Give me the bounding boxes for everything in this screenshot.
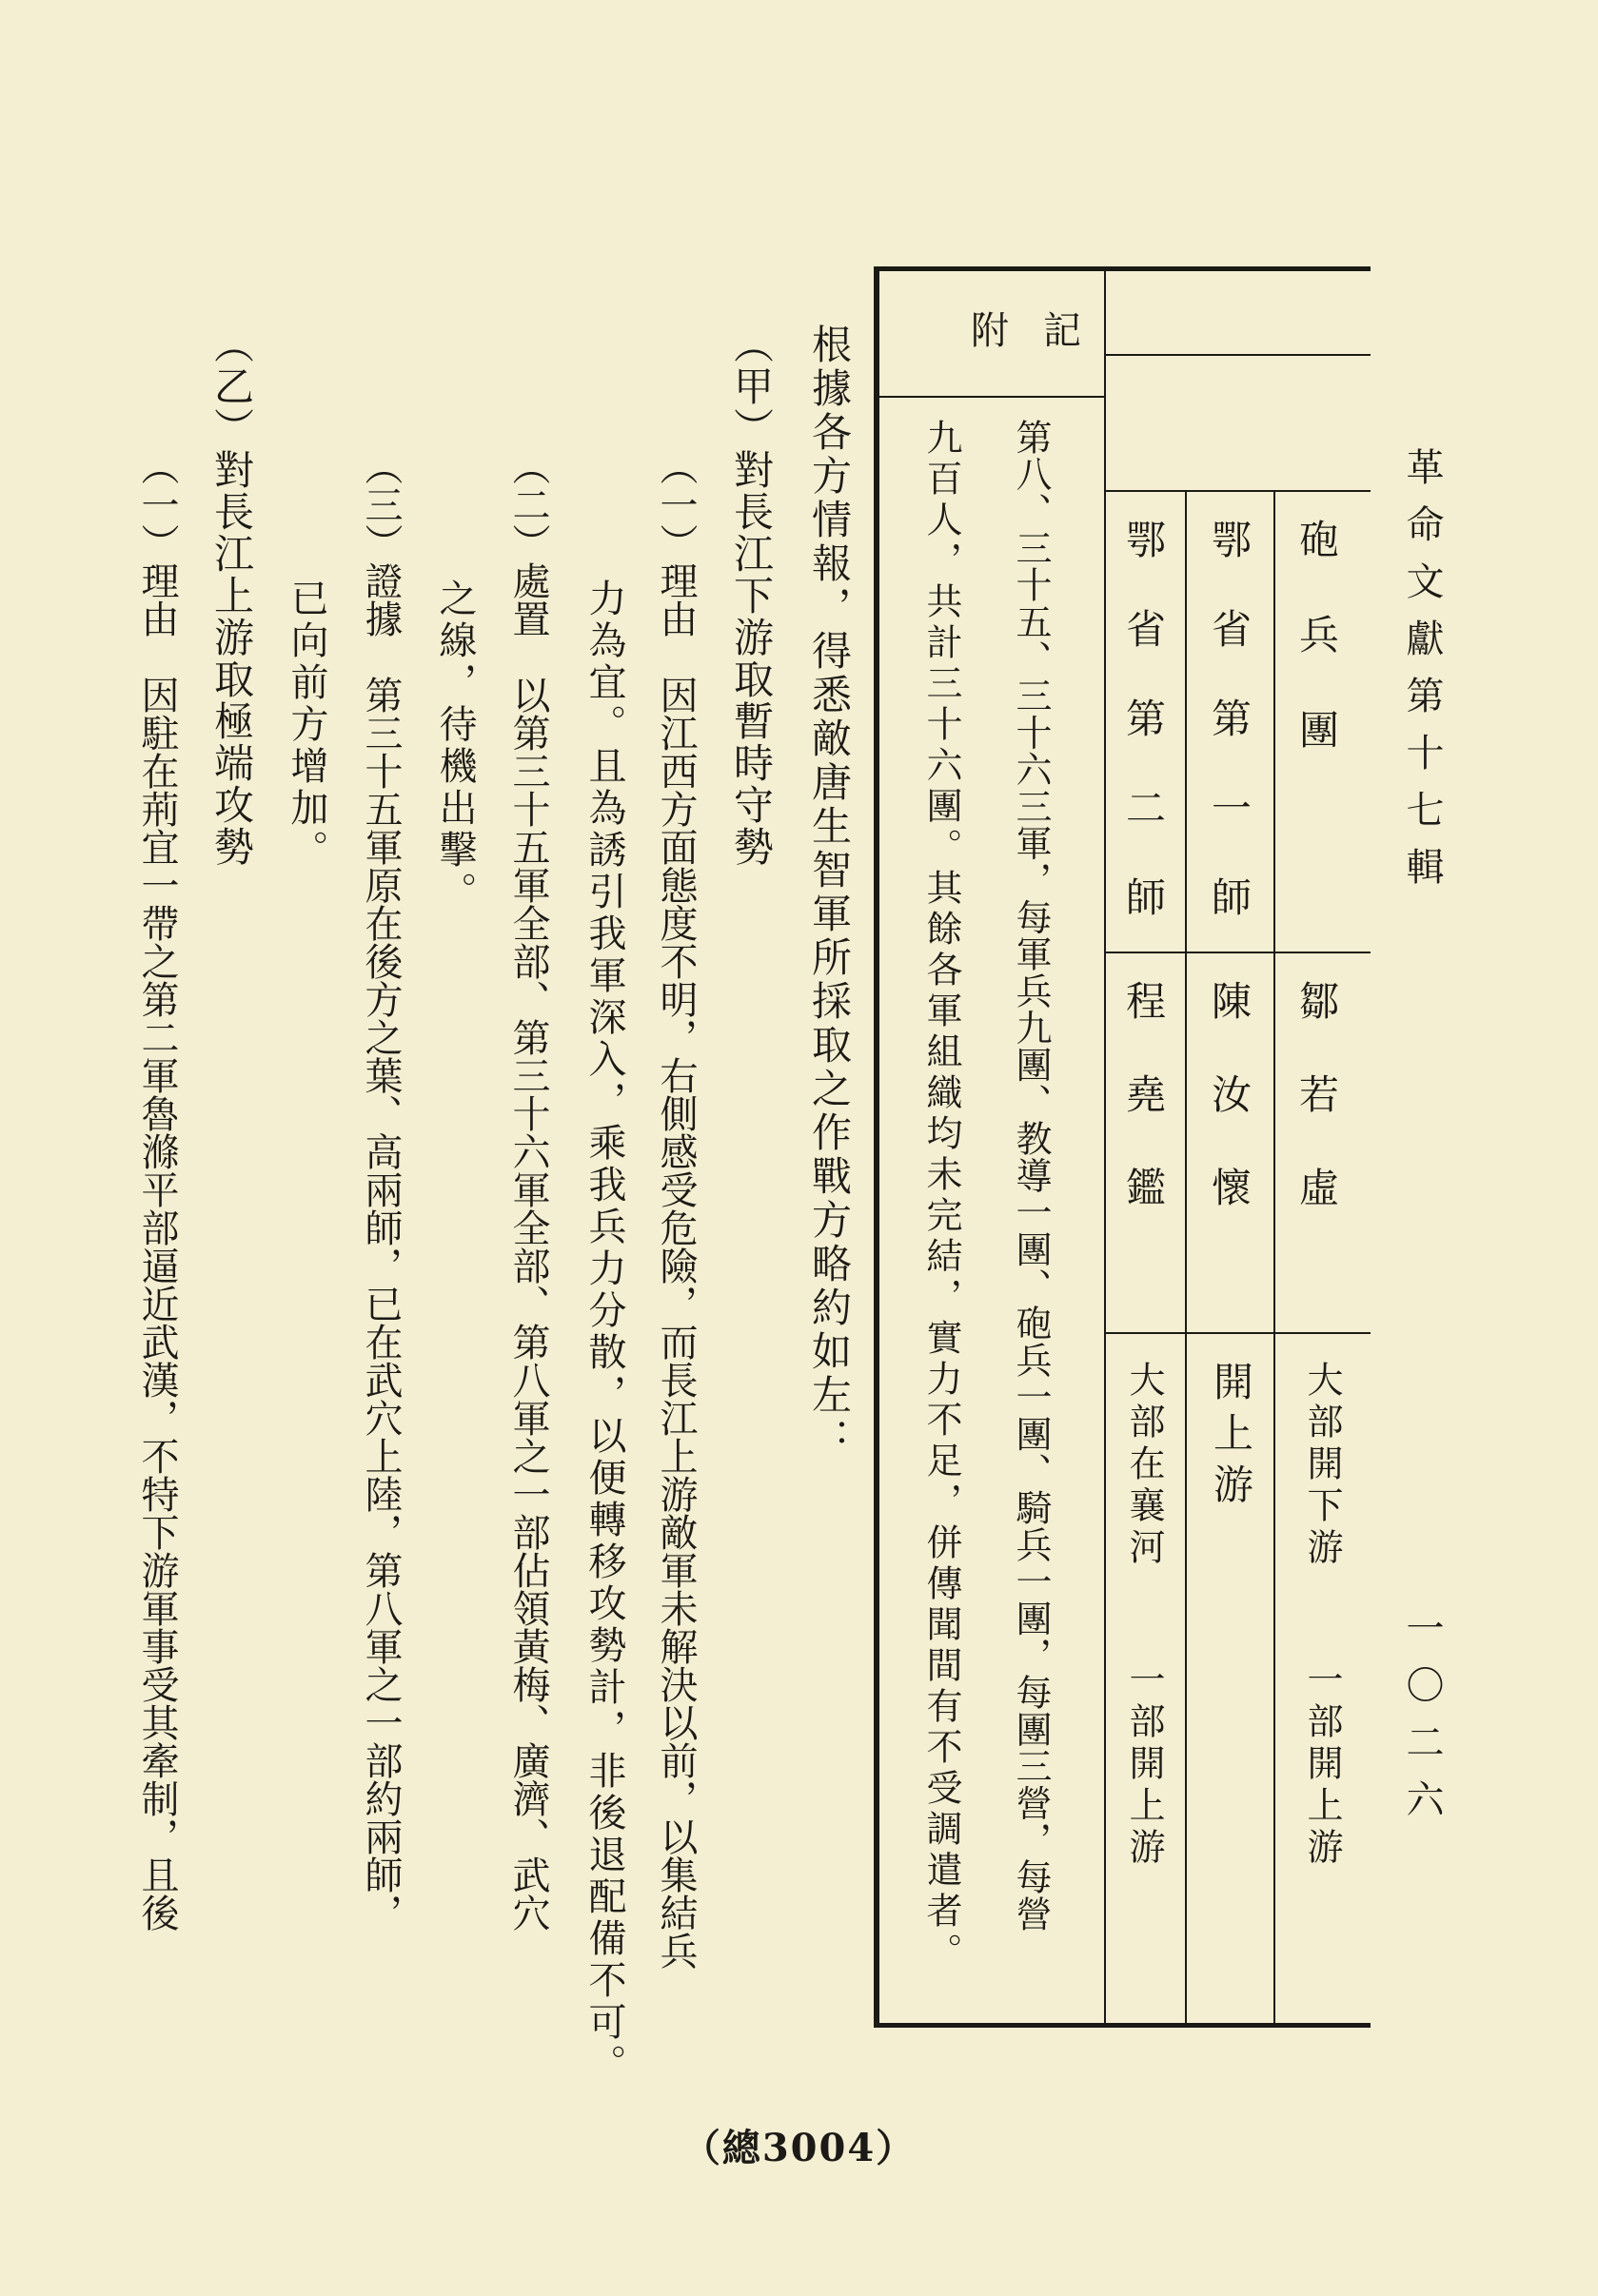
b1-reason: （一）理由 因駐在荊宜一帶之第二軍魯滌平部逼近武漢，不特下游軍事受其牽制，且後 bbox=[135, 447, 179, 1932]
commander-name: 程堯鑑 bbox=[1120, 980, 1167, 1260]
unit-name: 鄂省第一師 bbox=[1206, 519, 1253, 966]
unit-name: 鄂省第二師 bbox=[1120, 519, 1167, 966]
note-label: 附記 bbox=[971, 309, 1115, 353]
note-line: 第八、三十五、三十六三軍，每軍兵九團、教導一團、砲兵一團、騎兵一團，每團三營，每營 bbox=[1010, 419, 1052, 1933]
table-note-divider bbox=[1104, 266, 1106, 2023]
unit-name: 砲兵團 bbox=[1293, 519, 1340, 804]
a1-reason-cont: 力為宜。且為誘引我軍深入，乘我兵力分散，以便轉移攻勢計，非後退配備不可。 bbox=[582, 579, 626, 2086]
table-row-rule bbox=[1104, 490, 1371, 492]
position-major: 大部在襄河 bbox=[1123, 1361, 1165, 1570]
a2-dispose-cont: 之線，待機出擊。 bbox=[433, 579, 477, 913]
position-major: 大部開下游 bbox=[1301, 1361, 1343, 1570]
section-a-title: （甲）對長江下游取暫時守勢 bbox=[728, 324, 775, 868]
commander-name: 陳汝懷 bbox=[1206, 980, 1253, 1260]
footer-total-page: （總3004） bbox=[681, 2126, 917, 2170]
page-number: 一〇二六 bbox=[1400, 1608, 1444, 1836]
a3-evidence-cont: 已向前方增加。 bbox=[285, 579, 328, 872]
table-header-rule bbox=[1104, 354, 1371, 356]
table-col-divider-2 bbox=[1273, 490, 1275, 2023]
a1-reason: （一）理由 因江西方面態度不明，右側感受危險，而長江上游敵軍未解決以前，以集結兵 bbox=[654, 447, 698, 1970]
note-line: 九百人，共計三十六團。其餘各軍組織均未完結，實力不足，併傳聞間有不受調遣者。 bbox=[920, 419, 962, 1973]
intro-text: 根據各方情報，得悉敵唐生智軍所採取之作戰方略約如左： bbox=[806, 324, 853, 1462]
a2-dispose: （二）處置 以第三十五軍全部、第三十六軍全部、第八軍之一部佔領黃梅、廣濟、武穴 bbox=[506, 447, 550, 1932]
section-b-title: （乙）對長江上游取極端攻勢 bbox=[208, 324, 255, 868]
table-bottom-rule bbox=[874, 2023, 1371, 2028]
position-major: 開上游 bbox=[1208, 1361, 1254, 1515]
running-header: 革命文獻第十七輯 bbox=[1400, 447, 1444, 904]
table-left-rule bbox=[874, 266, 879, 2028]
table-commander-position-rule bbox=[1104, 1332, 1371, 1334]
a3-evidence: （三）證據 第三十五軍原在後方之葉、高兩師，已在武穴上陸，第八軍之一部約兩師， bbox=[359, 447, 403, 1932]
table-top-rule bbox=[874, 266, 1371, 271]
position-minor: 一部開上游 bbox=[1301, 1660, 1343, 1870]
table-col-divider-1 bbox=[1185, 490, 1187, 2023]
commander-name: 鄒若虛 bbox=[1293, 980, 1340, 1260]
position-minor: 一部開上游 bbox=[1123, 1660, 1165, 1870]
note-label-rule bbox=[879, 396, 1104, 398]
